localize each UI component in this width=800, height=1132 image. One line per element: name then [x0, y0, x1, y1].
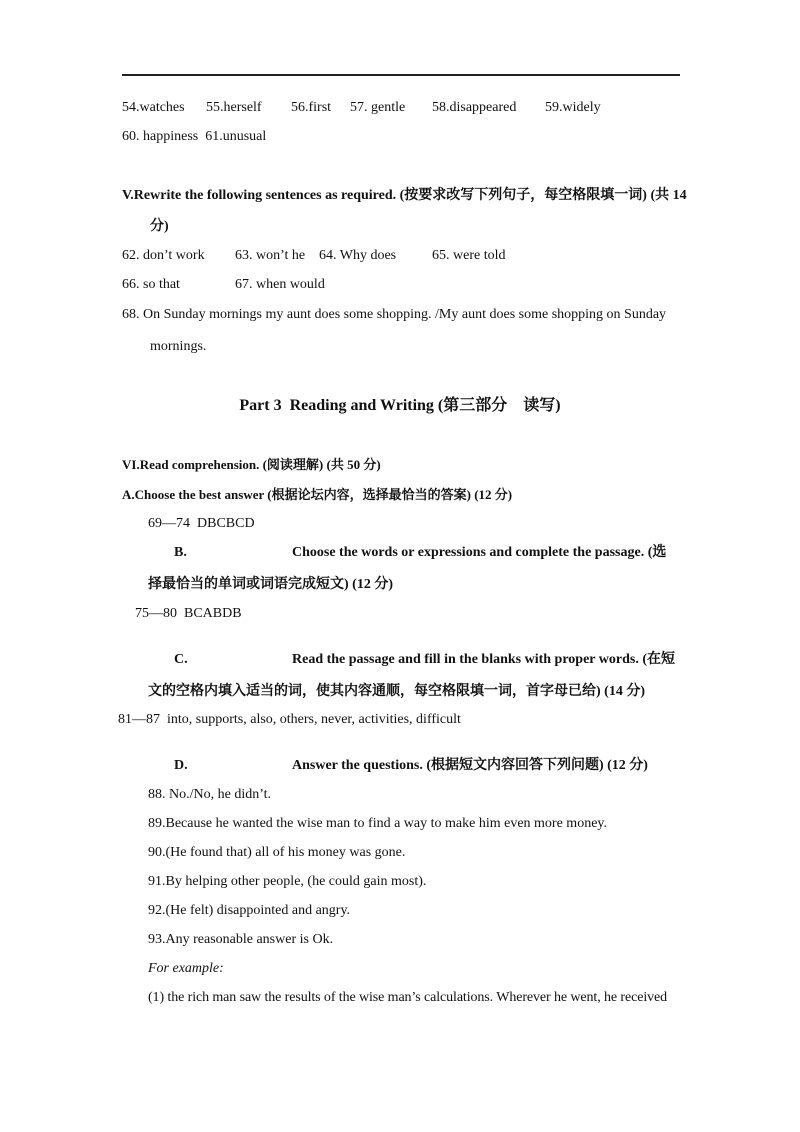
section-v-heading-cont: 分) — [150, 219, 169, 234]
answers-row-60-61: 60. happiness 61.unusual — [122, 129, 267, 144]
answer-56: 56.first — [291, 100, 332, 115]
answer-90: 90.(He found that) all of his money was gone. — [148, 845, 406, 860]
section-v-row-66-67 — [122, 276, 682, 294]
section-c-heading: Read the passage and fill in the blanks with proper words. (在短 — [292, 652, 675, 667]
answer-58: 58.disappeared — [432, 100, 517, 115]
answer-91: 91.By helping other people, (he could gain most). — [148, 874, 427, 889]
section-b-heading: Choose the words or expressions and complete the passage. (选 — [292, 545, 667, 560]
answer-89: 89.Because he wanted the wise man to find a way to make him even more money. — [148, 816, 608, 831]
section-v-heading: V.Rewrite the following sentences as required. (按要求改写下列句子，每空格限填一词) (共 14 — [122, 188, 687, 203]
answer-57: 57. gentle — [350, 100, 406, 115]
section-c-heading-cont: 文的空格内填入适当的词，使其内容通顺，每空格限填一词，首字母已给) (14 分) — [148, 684, 645, 699]
section-c-label: C. — [174, 652, 188, 667]
answer-92: 92.(He felt) disappointed and angry. — [148, 903, 351, 918]
section-d-label: D. — [174, 758, 188, 773]
answer-68-line2: mornings. — [150, 339, 207, 354]
answer-55: 55.herself — [206, 100, 262, 115]
answer-66: 66. so that — [122, 277, 180, 292]
section-v-row-62-65 — [122, 247, 682, 265]
section-a-answer: 69—74 DBCBCD — [148, 516, 255, 531]
part3-title: Part 3 Reading and Writing (第三部分 读写) — [239, 397, 561, 414]
answer-88: 88. No./No, he didn’t. — [148, 787, 272, 802]
top-rule — [122, 74, 680, 76]
answer-59: 59.widely — [545, 100, 601, 115]
answer-54: 54.watches — [122, 100, 185, 115]
section-b-answer: 75—80 BCABDB — [135, 606, 242, 621]
answer-65: 65. were told — [432, 248, 506, 263]
example-line-1: (1) the rich man saw the results of the wise man’s calculations. Wherever he went, he received — [148, 990, 668, 1005]
section-b-label: B. — [174, 545, 187, 560]
answer-64: 64. Why does — [319, 248, 397, 263]
answer-93: 93.Any reasonable answer is Ok. — [148, 932, 334, 947]
answer-67: 67. when would — [235, 277, 325, 292]
section-b-heading-cont: 择最恰当的单词或词语完成短文) (12 分) — [148, 577, 393, 592]
answer-63: 63. won’t he — [235, 248, 306, 263]
answer-68-line1: 68. On Sunday mornings my aunt does some shopping. /My aunt does some shopping on Sunday — [122, 307, 667, 322]
answers-row-54-59 — [122, 99, 682, 117]
section-d-heading: Answer the questions. (根据短文内容回答下列问题) (12 分) — [292, 758, 648, 773]
answer-62: 62. don’t work — [122, 248, 205, 263]
example-label: For example: — [148, 961, 224, 976]
section-a-heading: A.Choose the best answer (根据论坛内容，选择最恰当的答案) (12 分) — [122, 487, 513, 502]
section-vi-heading: VI.Read comprehension. (阅读理解) (共 50 分) — [122, 457, 381, 472]
section-c-answer: 81—87 into, supports, also, others, never, activities, difficult — [118, 712, 461, 727]
